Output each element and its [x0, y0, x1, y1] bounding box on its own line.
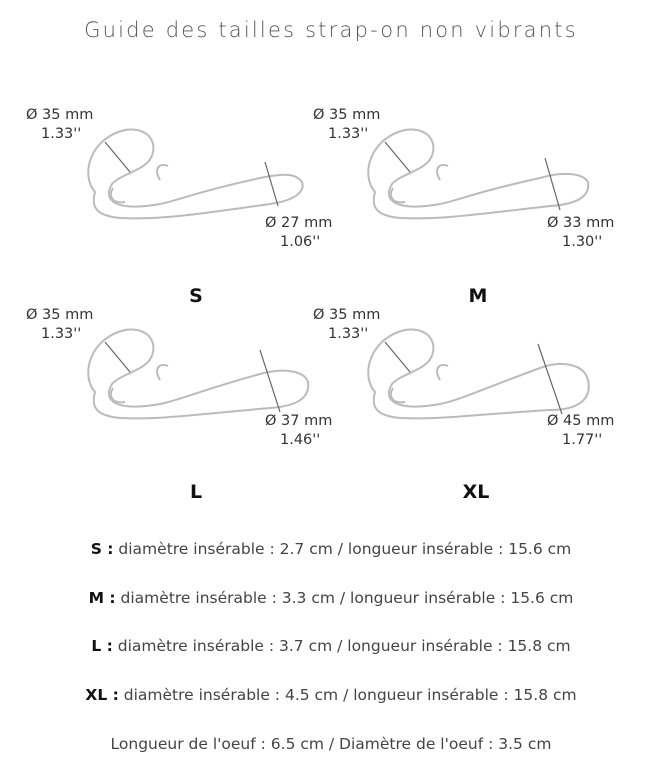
size-panel-xl: [300, 300, 620, 475]
size-label-s: S: [189, 285, 203, 307]
size-label-l: L: [189, 481, 203, 503]
spec-line-xl: XL : diamètre insérable : 4.5 cm / longueur insérable : 15.8 cm: [85, 686, 577, 704]
size-label-m: M: [468, 285, 488, 307]
tip-measure-s: Ø 27 mm 1.06'': [265, 215, 333, 250]
page-title: Guide des tailles strap-on non vibrants: [84, 18, 578, 42]
size-panel-s: [20, 100, 340, 275]
tip-measure-m: Ø 33 mm 1.30'': [547, 215, 615, 250]
size-panel-m: [300, 100, 620, 275]
bulb-measure-s: Ø 35 mm 1.33'': [26, 107, 94, 142]
egg-note: Longueur de l'oeuf : 6.5 cm / Diamètre de l'oeuf : 3.5 cm: [110, 735, 552, 753]
spec-line-m: M : diamètre insérable : 3.3 cm / longueur insérable : 15.6 cm: [88, 589, 574, 607]
spec-line-s: S : diamètre insérable : 2.7 cm / longueur insérable : 15.6 cm: [90, 540, 572, 558]
tip-measure-l: Ø 37 mm 1.46'': [265, 413, 333, 448]
size-panel-l: [20, 300, 340, 475]
bulb-measure-l: Ø 35 mm 1.33'': [26, 307, 94, 342]
size-label-xl: XL: [462, 481, 490, 503]
bulb-measure-xl: Ø 35 mm 1.33'': [313, 307, 381, 342]
bulb-measure-m: Ø 35 mm 1.33'': [313, 107, 381, 142]
spec-line-l: L : diamètre insérable : 3.7 cm / longueur insérable : 15.8 cm: [91, 637, 571, 655]
tip-measure-xl: Ø 45 mm 1.77'': [547, 413, 615, 448]
